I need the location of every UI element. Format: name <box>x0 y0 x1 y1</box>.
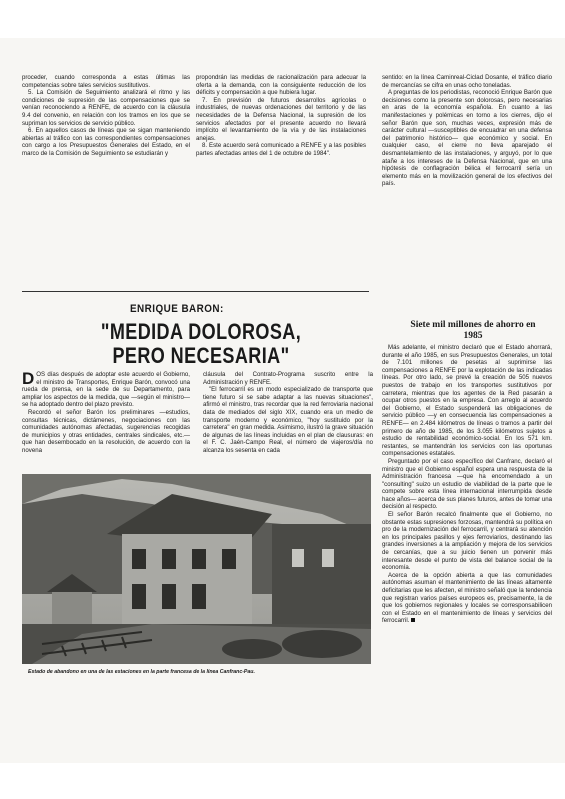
paragraph: 5. La Comisión de Seguimiento analizará el ritmo y las condiciones de supresión de las compensaciones que se venían reconociendo a RENFE, de acuerdo con la cláusula 9.4 del convenio, en relación con los tramos en los que se supriman los servicios de servicio público. <box>22 89 190 127</box>
photo-caption: Estado de abandono en una de las estaciones en la parte francesa de la línea Canfranc-Pau. <box>28 669 255 675</box>
paragraph: Preguntado por el caso específico del Canfranc, declaró el ministro que el Gobierno español espera una respuesta de la Administración francesa —que ha encomendado a un "consulting" suizo un estudio de viabilidad de la parte que le compete sobre esta línea internacional interrumpida desde hace años— acerca de sus planes futuros, antes de tomar una decisión al respecto. <box>382 457 552 511</box>
paragraph: propondrán las medidas de racionalización para adecuar la oferta a la demanda, con la consiguiente reducción de los déficits y compensación a que hubiera lugar. <box>196 74 366 97</box>
section-subhead: Siete mil millones de ahorro en 1985 <box>410 320 536 341</box>
paragraph-text: Acerca de la opción abierta a que las comunidades autónomas asuman el mantenimiento de las líneas altamente deficitarias que les afecten, el ministro señaló que la tendencia que registran varios países europeos es, precisamente, la de que los gobiernos regionales y locales se corresponsabilicen con el Estado en el mantenimiento de líneas y servicios del ferrocarril. <box>382 571 552 625</box>
paragraph: 6. En aquellos casos de líneas que se sigan manteniendo abiertas al tráfico con las correspondientes compensaciones con cargo a los Presupuestos Generales del Estado, en el marco de la Comisión de Seguimiento se estudiarán y <box>22 127 190 157</box>
paragraph: 7. En previsión de futuros desarrollos agrícolas o industriales, de nuevas ordenaciones del territorio y de las necesidades de la Defensa Nacional, la supresión de los servicios afectados por el presente acuerdo no llevará implícito el levantamiento de la vía y de las instalaciones anejas. <box>196 96 366 142</box>
headline-kicker: ENRIQUE BARON: <box>130 303 224 315</box>
article-right-column-top <box>382 74 552 188</box>
station-photo <box>22 474 371 664</box>
lead-paragraph <box>22 371 190 409</box>
article-top-column-1 <box>22 74 190 158</box>
headline: "MEDIDA DOLOROSA, PERO NECESARIA" <box>100 319 302 368</box>
end-of-article-mark <box>411 618 415 622</box>
lead-column-2 <box>203 371 373 455</box>
abandoned-station-image <box>22 474 371 664</box>
article-right-column-bottom <box>382 344 552 625</box>
quote-paragraph: "El ferrocarril es un modo especializado de transporte que tiene futuro si se sabe adaptar a las nuevas situaciones", afirmó el ministro, tras recordar que la red ferroviaria nacional data de mediados del siglo XIX, cuando era un medio de transporte moderno y económico, "hoy sustituido por la carretera" en gran medida. Asimismo, ilustró la grave situación de algunas de las líneas incluidas en el plan de clausuras: en el F. C. Jaén-Campo Real, el número de viajeros/día no alcanza los sesenta en cada <box>203 386 373 454</box>
paragraph: proceder, cuando corresponda a estas últimas las competencias sobre tales servicios sustitutivos. <box>22 74 190 89</box>
paragraph: A preguntas de los periodistas, reconoció Enrique Barón que decisiones como la presente son dolorosas, pero necesarias en aras de la economía española. En cuanto a las manifestaciones y polémicas en torno a los cierres, dijo el señor Barón que son, muchas veces, expresión más de carácter cultural —susceptibles de encuadrar en una defensa del patrimonio histórico— que económico y social. En cualquier caso, el cierre no lleva aparejado el desmantelamiento de las instalaciones, y arguyó, por lo que atañe a los intereses de la Defensa Nacional, que en una hipótesis de conflagración bélica el ferrocarril sería un elemento más en la movilización general de los efectivos del país. <box>382 89 552 188</box>
lead-text: OS días después de adoptar este acuerdo el Gobierno, el ministro de Transportes, Enrique Barón, convocó una rueda de prensa, en la sede de su Departamento, para ampliar los aspectos de la medida, que —según el ministro— se ha adoptado dentro del plazo previsto. <box>22 371 190 409</box>
section-divider <box>22 291 369 292</box>
lead-column-1 <box>22 371 190 455</box>
magazine-page <box>0 38 565 763</box>
paragraph: Recordó el señor Barón los preliminares —estudios, consultas técnicas, dictámenes, negociaciones con las comunidades autónomas afectadas, sugerencias recogidas de municipios y otras entidades, centrales sindicales, etc.— que han desembocado en la resolución, de acuerdo con la novena <box>22 408 190 454</box>
drop-cap: D <box>22 369 35 388</box>
article-top-column-2 <box>196 74 366 158</box>
paragraph: cláusula del Contrato-Programa suscrito entre la Administración y RENFE. <box>203 371 373 386</box>
paragraph: sentido: en la línea Caminreal-Ciclad Dosante, el tráfico diario de mercancías se cifra en unas ocho toneladas. <box>382 74 552 89</box>
paragraph: El señor Barón recalcó finalmente que el Gobierno, no obstante estas supresiones forzosas, mantendrá su política en pro de la modernización del ferrocarril, y centrará su atención en los principales pasillos y ejes ferroviarios, destinando las grandes inversiones a la ampliación y mejora de los servicios de cercanías, que a su juicio tienen un porvenir más interesante desde el punto de vista del balance social de la economía. <box>382 511 552 572</box>
paragraph: Más adelante, el ministro declaró que el Estado ahorrará, durante el año 1985, en sus Presupuestos Generales, un total de 7.101 millones de pesetas al suprimirse las compensaciones a RENFE por la explotación de las indicadas líneas. Por otro lado, se prevé la creación de 505 nuevos puestos de trabajo en los transportes sustitutivos por carretera, mientras que los agentes de la Red pasarán a ocupar otros puestos en la empresa. Con arreglo al acuerdo del Gobierno, el Estado suspenderá las obligaciones de servicio público —y en consecuencia las compensaciones a RENFE— en 2.484 kilómetros de líneas o tramos a partir del primero de año de 1985, de los 3.055 kilómetros sujetos a estudio de rentabilidad económico-social. En los 571 km. restantes, se mantendrán los servicios con las oportunas compensaciones estatales. <box>382 344 552 458</box>
paragraph <box>382 572 552 625</box>
paragraph: 8. Este acuerdo será comunicado a RENFE y a las posibles partes afectadas antes del 1 de octubre de 1984". <box>196 142 366 157</box>
